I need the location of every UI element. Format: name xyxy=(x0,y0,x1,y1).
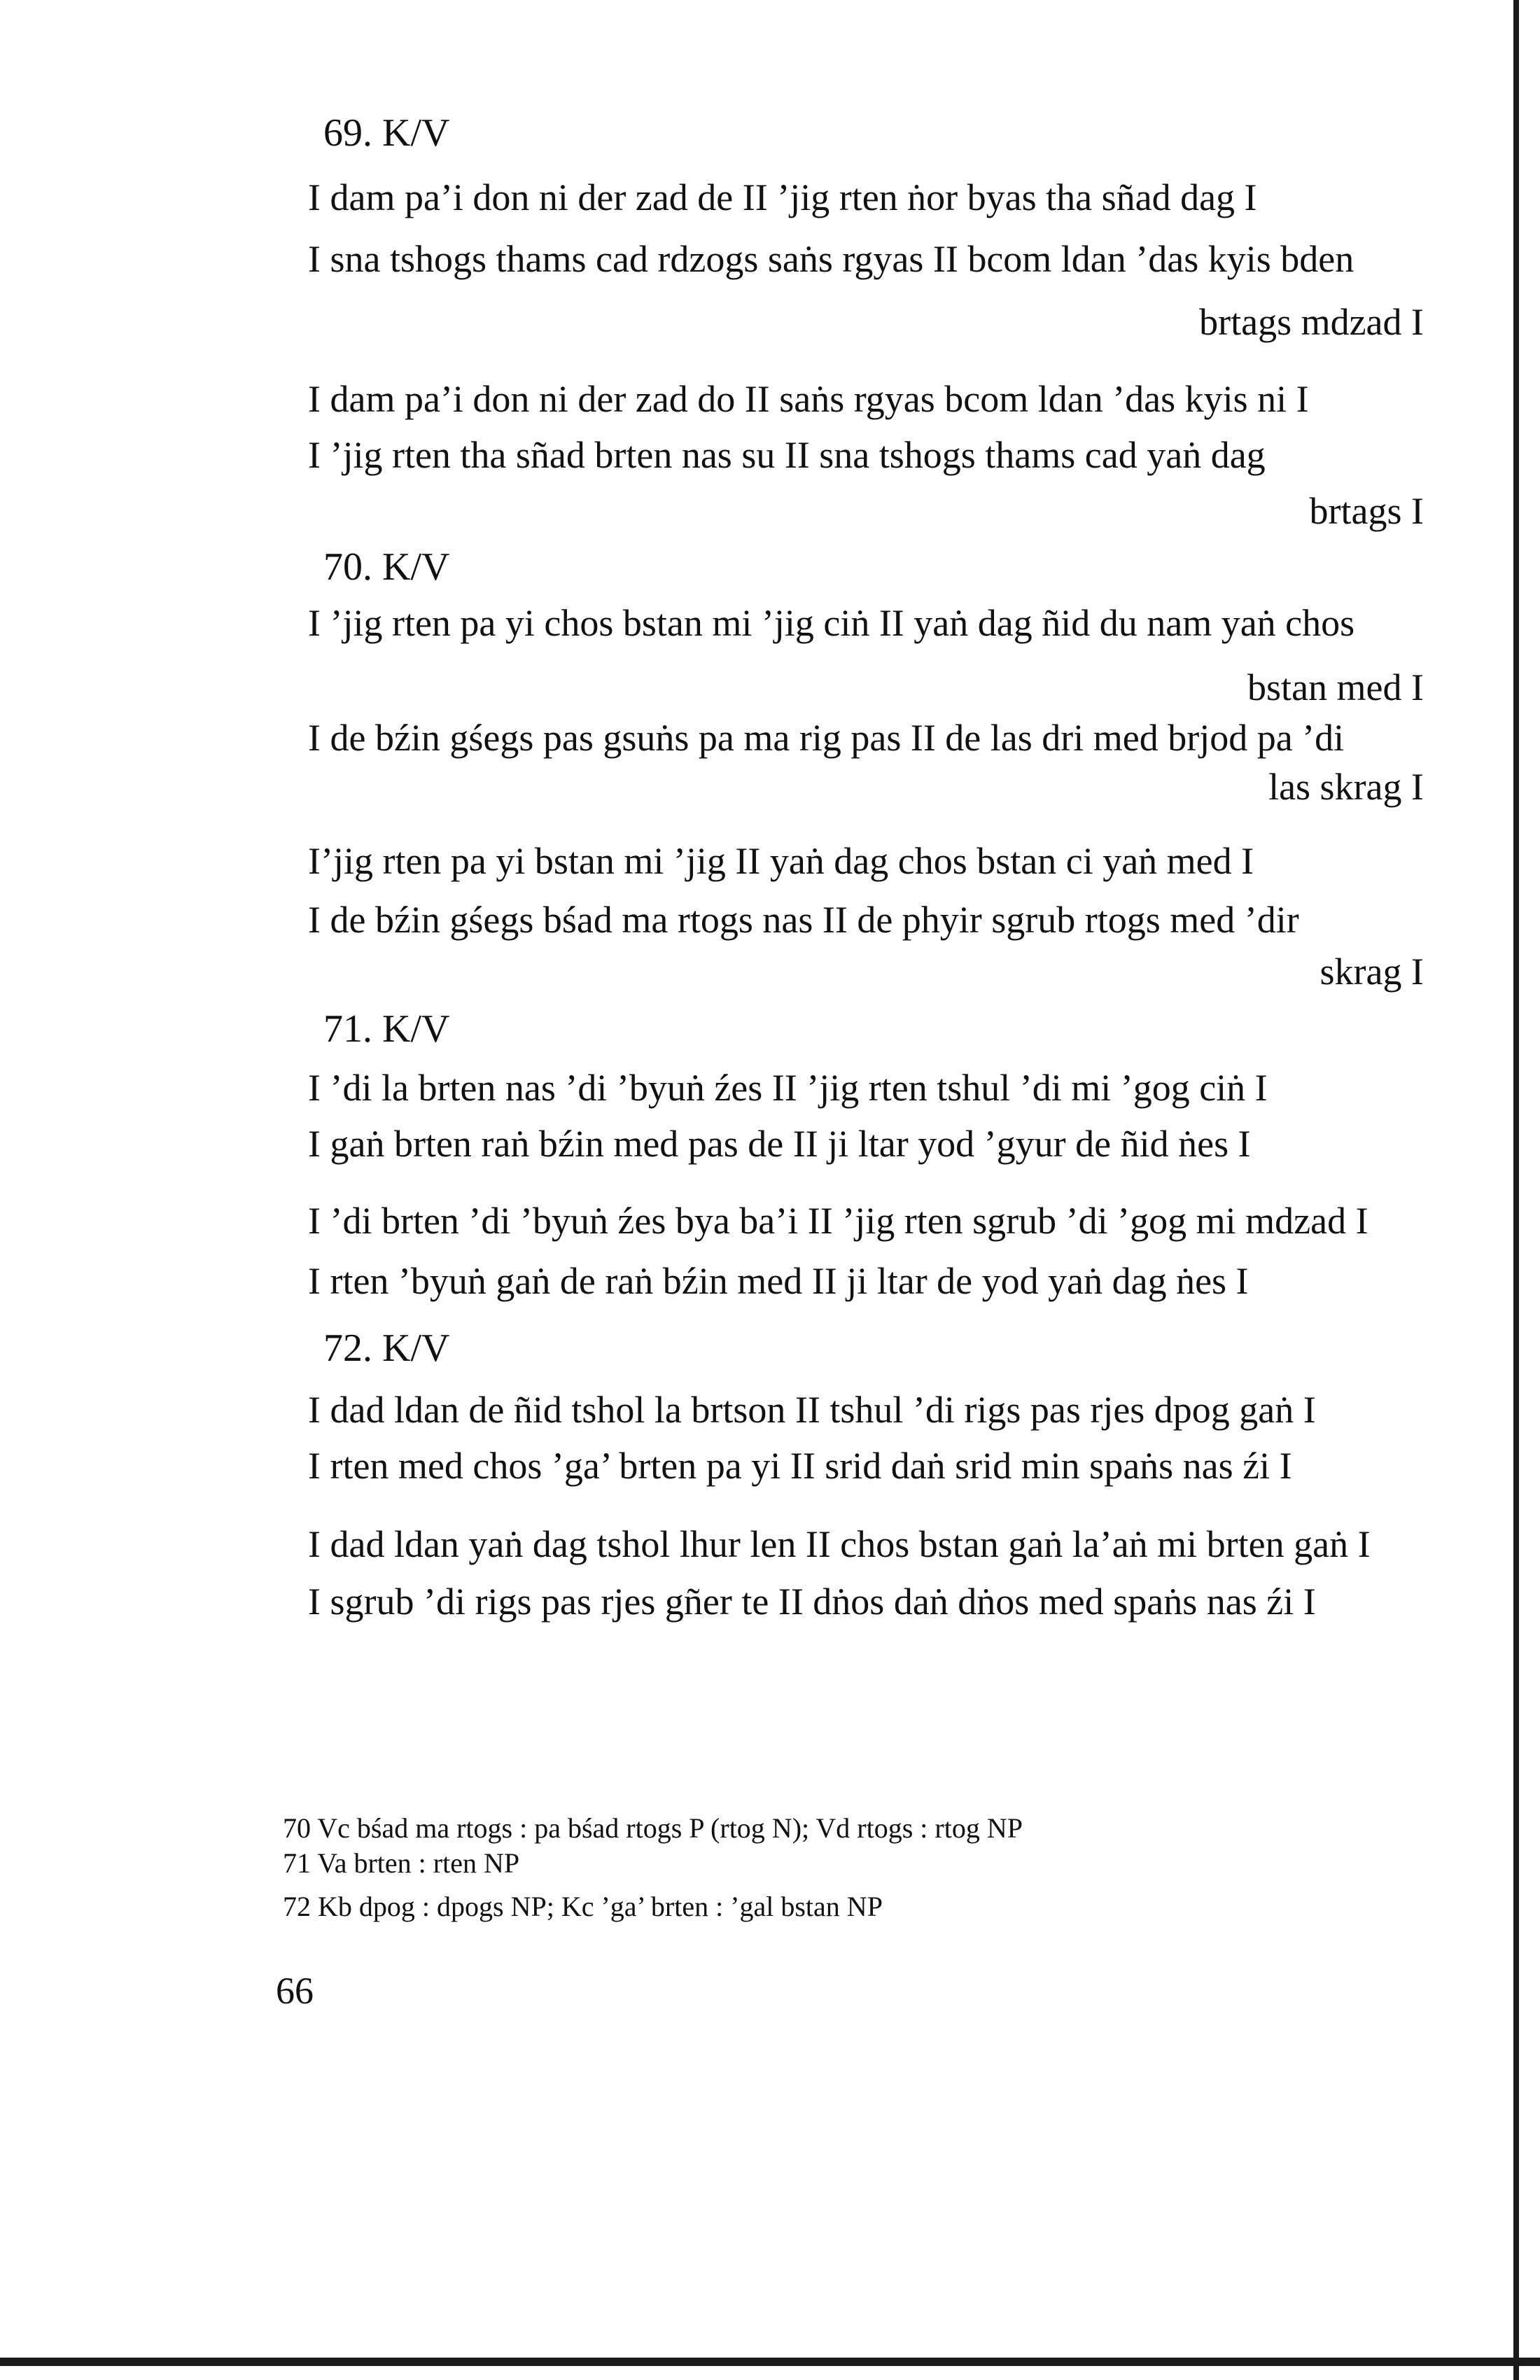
page-number: 66 xyxy=(276,1970,314,2012)
verse-line: I ’di brten ’di ’byuṅ źes bya ba’i II ’jig rten sgrub ’di ’gog mi mdzad I xyxy=(308,1200,1368,1242)
footnote: 70 Vc bśad ma rtogs : pa bśad rtogs P (rtog N); Vd rtogs : rtog NP xyxy=(283,1812,1023,1844)
verse-line: I dam pa’i don ni der zad de II ’jig rten ṅor byas tha sñad dag I xyxy=(308,176,1257,218)
verse-line: brtags I xyxy=(1309,490,1424,532)
verse-line: brtags mdzad I xyxy=(1199,301,1424,343)
verse-line: I rten med chos ’ga’ brten pa yi II srid daṅ srid min spaṅs nas źi I xyxy=(308,1445,1292,1487)
verse-line: I’jig rten pa yi bstan mi ’jig II yaṅ dag chos bstan ci yaṅ med I xyxy=(308,840,1254,882)
verse-line: I ’di la brten nas ’di ’byuṅ źes II ’jig rten tshul ’di mi ’gog ciṅ I xyxy=(308,1067,1268,1109)
verse-line: I dad ldan yaṅ dag tshol lhur len II chos bstan gaṅ la’aṅ mi brten gaṅ I xyxy=(308,1523,1371,1565)
verse-line: las skrag I xyxy=(1268,766,1424,808)
verse-heading: 69. K/V xyxy=(323,111,450,155)
footnote: 72 Kb dpog : dpogs NP; Kc ’ga’ brten : ’gal bstan NP xyxy=(283,1891,883,1922)
verse-line: skrag I xyxy=(1320,951,1424,993)
verse-line: I dad ldan de ñid tshol la brtson II tshul ’di rigs pas rjes dpog gaṅ I xyxy=(308,1389,1316,1431)
verse-line: I ’jig rten tha sñad brten nas su II sna tshogs thams cad yaṅ dag xyxy=(308,434,1266,476)
verse-line: I gaṅ brten raṅ bźin med pas de II ji ltar yod ’gyur de ñid ṅes I xyxy=(308,1123,1251,1165)
page-edge-shadow xyxy=(1513,0,1519,2380)
footnote: 71 Va brten : rten NP xyxy=(283,1847,520,1879)
verse-heading: 71. K/V xyxy=(323,1007,450,1051)
verse-line: I dam pa’i don ni der zad do II saṅs rgyas bcom ldan ’das kyis ni I xyxy=(308,378,1309,420)
verse-heading: 70. K/V xyxy=(323,545,450,589)
verse-line: bstan med I xyxy=(1247,666,1424,708)
verse-line: I de bźin gśegs pas gsuṅs pa ma rig pas II de las dri med brjod pa ’di xyxy=(308,717,1345,759)
verse-line: I rten ’byuṅ gaṅ de raṅ bźin med II ji ltar de yod yaṅ dag ṅes I xyxy=(308,1260,1249,1302)
verse-heading: 72. K/V xyxy=(323,1326,450,1370)
page-bottom-edge xyxy=(0,2358,1540,2366)
verse-line: I sgrub ’di rigs pas rjes gñer te II dṅos daṅ dṅos med spaṅs nas źi I xyxy=(308,1581,1316,1623)
verse-line: I sna tshogs thams cad rdzogs saṅs rgyas II bcom ldan ’das kyis bden xyxy=(308,238,1354,280)
verse-line: I ’jig rten pa yi chos bstan mi ’jig ciṅ II yaṅ dag ñid du nam yaṅ chos xyxy=(308,602,1355,644)
verse-line: I de bźin gśegs bśad ma rtogs nas II de phyir sgrub rtogs med ’dir xyxy=(308,899,1299,941)
